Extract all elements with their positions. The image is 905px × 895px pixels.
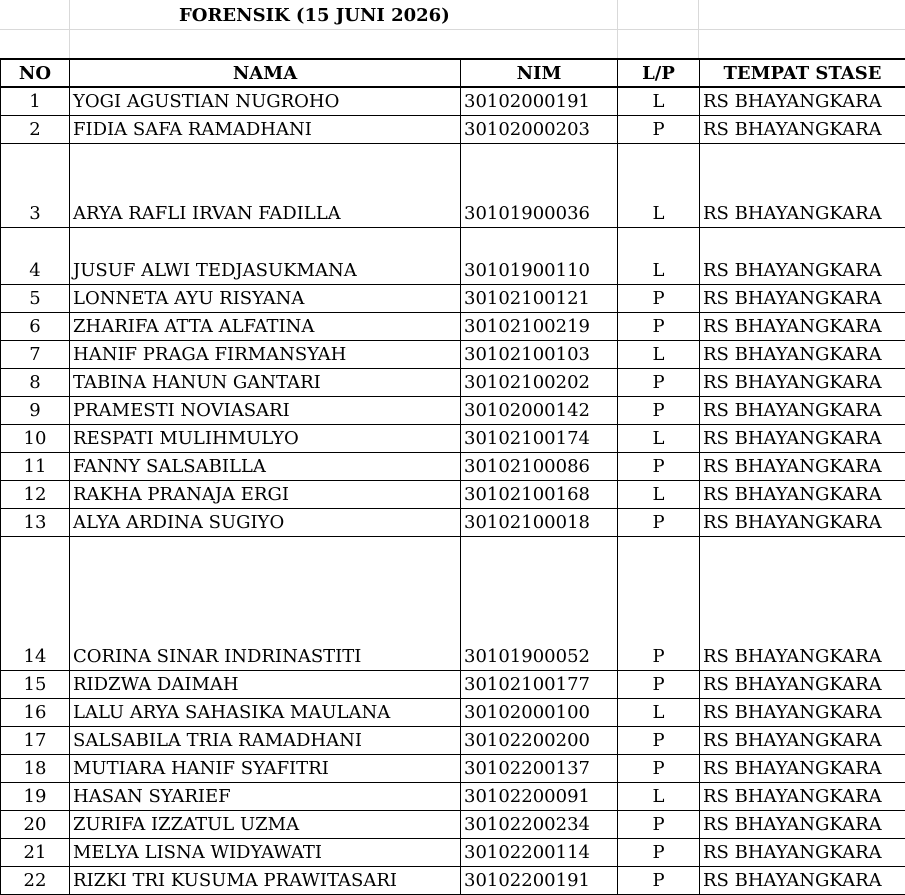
cell-nama[interactable]: MUTIARA HANIF SYAFITRI	[70, 754, 461, 782]
cell-lp[interactable]: P	[618, 866, 700, 894]
cell-nama[interactable]: HANIF PRAGA FIRMANSYAH	[70, 340, 461, 368]
cell-nim[interactable]: 30101900036	[461, 143, 618, 227]
cell-nim[interactable]: 30102200137	[461, 754, 618, 782]
cell-tempat-stase[interactable]: RS BHAYANGKARA	[700, 87, 905, 115]
cell-tempat-stase[interactable]: RS BHAYANGKARA	[700, 340, 905, 368]
table-row	[1, 87, 905, 115]
cell-no[interactable]: 16	[1, 698, 70, 726]
table-row	[1, 227, 905, 284]
cell-no[interactable]: 12	[1, 480, 70, 508]
cell-no[interactable]: 20	[1, 810, 70, 838]
cell-nama[interactable]: FANNY SALSABILLA	[70, 452, 461, 480]
cell-no[interactable]: 8	[1, 368, 70, 396]
cell-tempat-stase[interactable]: RS BHAYANGKARA	[700, 866, 905, 894]
cell-tempat-stase[interactable]: RS BHAYANGKARA	[700, 143, 905, 227]
cell-no[interactable]: 13	[1, 508, 70, 536]
cell-nim[interactable]: 30102100202	[461, 368, 618, 396]
table-row	[1, 782, 905, 810]
cell-lp[interactable]: P	[618, 508, 700, 536]
cell-tempat-stase[interactable]: RS BHAYANGKARA	[700, 754, 905, 782]
sheet-title: FORENSIK (15 JUNI 2026)	[179, 3, 450, 29]
header-lp[interactable]: L/P	[618, 59, 700, 87]
cell-nama[interactable]: LALU ARYA SAHASIKA MAULANA	[70, 698, 461, 726]
cell-lp[interactable]: P	[618, 726, 700, 754]
cell-lp[interactable]: P	[618, 115, 700, 143]
cell-nama[interactable]: FIDIA SAFA RAMADHANI	[70, 115, 461, 143]
cell-no[interactable]: 21	[1, 838, 70, 866]
cell-tempat-stase[interactable]: RS BHAYANGKARA	[700, 396, 905, 424]
cell-no[interactable]: 4	[1, 227, 70, 284]
cell-nama[interactable]: HASAN SYARIEF	[70, 782, 461, 810]
cell-lp[interactable]: L	[618, 698, 700, 726]
cell-no[interactable]: 11	[1, 452, 70, 480]
cell-lp[interactable]: P	[618, 368, 700, 396]
cell-tempat-stase[interactable]: RS BHAYANGKARA	[700, 284, 905, 312]
header-nim[interactable]: NIM	[461, 59, 618, 87]
cell-lp[interactable]: P	[618, 312, 700, 340]
cell-no[interactable]: 9	[1, 396, 70, 424]
cell-nim[interactable]: 30102200200	[461, 726, 618, 754]
cell-lp[interactable]: L	[618, 87, 700, 115]
cell-nama[interactable]: ARYA RAFLI IRVAN FADILLA	[70, 143, 461, 227]
cell-lp[interactable]: P	[618, 838, 700, 866]
cell-nama[interactable]: YOGI AGUSTIAN NUGROHO	[70, 87, 461, 115]
cell-tempat-stase[interactable]: RS BHAYANGKARA	[700, 115, 905, 143]
cell-nim[interactable]: 30102000142	[461, 396, 618, 424]
cell-nama[interactable]: ZHARIFA ATTA ALFATINA	[70, 312, 461, 340]
cell-no[interactable]: 7	[1, 340, 70, 368]
spreadsheet-top-gridlines	[0, 0, 905, 58]
cell-nama[interactable]: TABINA HANUN GANTARI	[70, 368, 461, 396]
table-row	[1, 698, 905, 726]
cell-nim[interactable]: 30102000100	[461, 698, 618, 726]
cell-nim[interactable]: 30101900110	[461, 227, 618, 284]
cell-nim[interactable]: 30102100103	[461, 340, 618, 368]
cell-no[interactable]: 10	[1, 424, 70, 452]
cell-tempat-stase[interactable]: RS BHAYANGKARA	[700, 480, 905, 508]
cell-tempat-stase[interactable]: RS BHAYANGKARA	[700, 424, 905, 452]
cell-lp[interactable]: P	[618, 754, 700, 782]
table-row	[1, 368, 905, 396]
cell-nama[interactable]: SALSABILA TRIA RAMADHANI	[70, 726, 461, 754]
cell-tempat-stase[interactable]: RS BHAYANGKARA	[700, 670, 905, 698]
cell-tempat-stase[interactable]: RS BHAYANGKARA	[700, 312, 905, 340]
table-row	[1, 312, 905, 340]
cell-tempat-stase[interactable]: RS BHAYANGKARA	[700, 368, 905, 396]
cell-nama[interactable]: RESPATI MULIHMULYO	[70, 424, 461, 452]
table-row	[1, 838, 905, 866]
cell-no[interactable]: 3	[1, 143, 70, 227]
table-row	[1, 754, 905, 782]
table-row	[1, 284, 905, 312]
cell-nim[interactable]: 30102000203	[461, 115, 618, 143]
cell-tempat-stase[interactable]: RS BHAYANGKARA	[700, 227, 905, 284]
cell-tempat-stase[interactable]: RS BHAYANGKARA	[700, 508, 905, 536]
cell-no[interactable]: 22	[1, 866, 70, 894]
cell-nim[interactable]: 30102100086	[461, 452, 618, 480]
table-row	[1, 726, 905, 754]
cell-tempat-stase[interactable]: RS BHAYANGKARA	[700, 838, 905, 866]
cell-lp[interactable]: P	[618, 396, 700, 424]
cell-nama[interactable]: ZURIFA IZZATUL UZMA	[70, 810, 461, 838]
cell-nim[interactable]: 30102200191	[461, 866, 618, 894]
table-row	[1, 143, 905, 227]
table-row	[1, 866, 905, 894]
cell-nama[interactable]: ALYA ARDINA SUGIYO	[70, 508, 461, 536]
cell-no[interactable]: 19	[1, 782, 70, 810]
cell-nim[interactable]: 30102100219	[461, 312, 618, 340]
cell-tempat-stase[interactable]: RS BHAYANGKARA	[700, 782, 905, 810]
table-row	[1, 810, 905, 838]
cell-no[interactable]: 2	[1, 115, 70, 143]
cell-no[interactable]: 18	[1, 754, 70, 782]
table-row	[1, 480, 905, 508]
table-row	[1, 536, 905, 670]
cell-tempat-stase[interactable]: RS BHAYANGKARA	[700, 698, 905, 726]
table-row	[1, 508, 905, 536]
table-row	[1, 424, 905, 452]
cell-nim[interactable]: 30102100174	[461, 424, 618, 452]
header-no[interactable]: NO	[1, 59, 70, 87]
cell-no[interactable]: 14	[1, 536, 70, 670]
cell-nim[interactable]: 30102200234	[461, 810, 618, 838]
cell-no[interactable]: 1	[1, 87, 70, 115]
header-row	[1, 59, 905, 87]
cell-nama[interactable]: CORINA SINAR INDRINASTITI	[70, 536, 461, 670]
cell-lp[interactable]: L	[618, 340, 700, 368]
cell-lp[interactable]: P	[618, 810, 700, 838]
cell-tempat-stase[interactable]: RS BHAYANGKARA	[700, 726, 905, 754]
cell-lp[interactable]: L	[618, 480, 700, 508]
cell-nim[interactable]: 30102000191	[461, 87, 618, 115]
cell-nama[interactable]: JUSUF ALWI TEDJASUKMANA	[70, 227, 461, 284]
cell-nim[interactable]: 30102100168	[461, 480, 618, 508]
cell-lp[interactable]: L	[618, 782, 700, 810]
cell-nim[interactable]: 30102100177	[461, 670, 618, 698]
cell-lp[interactable]: P	[618, 670, 700, 698]
cell-no[interactable]: 5	[1, 284, 70, 312]
cell-nim[interactable]: 30102200114	[461, 838, 618, 866]
cell-nama[interactable]: RIDZWA DAIMAH	[70, 670, 461, 698]
cell-nim[interactable]: 30102100018	[461, 508, 618, 536]
cell-no[interactable]: 6	[1, 312, 70, 340]
cell-lp[interactable]: L	[618, 424, 700, 452]
cell-lp[interactable]: P	[618, 536, 700, 670]
cell-lp[interactable]: P	[618, 452, 700, 480]
cell-nama[interactable]: PRAMESTI NOVIASARI	[70, 396, 461, 424]
header-nama[interactable]: NAMA	[70, 59, 461, 87]
cell-tempat-stase[interactable]: RS BHAYANGKARA	[700, 536, 905, 670]
table-row	[1, 340, 905, 368]
cell-tempat-stase[interactable]: RS BHAYANGKARA	[700, 452, 905, 480]
cell-lp[interactable]: L	[618, 227, 700, 284]
cell-nim[interactable]: 30102200091	[461, 782, 618, 810]
cell-no[interactable]: 17	[1, 726, 70, 754]
table-row	[1, 452, 905, 480]
cell-lp[interactable]: P	[618, 284, 700, 312]
cell-lp[interactable]: L	[618, 143, 700, 227]
table-row	[1, 396, 905, 424]
table-row	[1, 115, 905, 143]
cell-nim[interactable]: 30101900052	[461, 536, 618, 670]
table-row	[1, 670, 905, 698]
cell-nama[interactable]: MELYA LISNA WIDYAWATI	[70, 838, 461, 866]
header-tempat-stase[interactable]: TEMPAT STASE	[700, 59, 905, 87]
cell-nama[interactable]: LONNETA AYU RISYANA	[70, 284, 461, 312]
table-body	[1, 87, 905, 894]
cell-no[interactable]: 15	[1, 670, 70, 698]
cell-nama[interactable]: RIZKI TRI KUSUMA PRAWITASARI	[70, 866, 461, 894]
cell-nama[interactable]: RAKHA PRANAJA ERGI	[70, 480, 461, 508]
student-roster-table	[0, 58, 905, 895]
cell-tempat-stase[interactable]: RS BHAYANGKARA	[700, 810, 905, 838]
cell-nim[interactable]: 30102100121	[461, 284, 618, 312]
